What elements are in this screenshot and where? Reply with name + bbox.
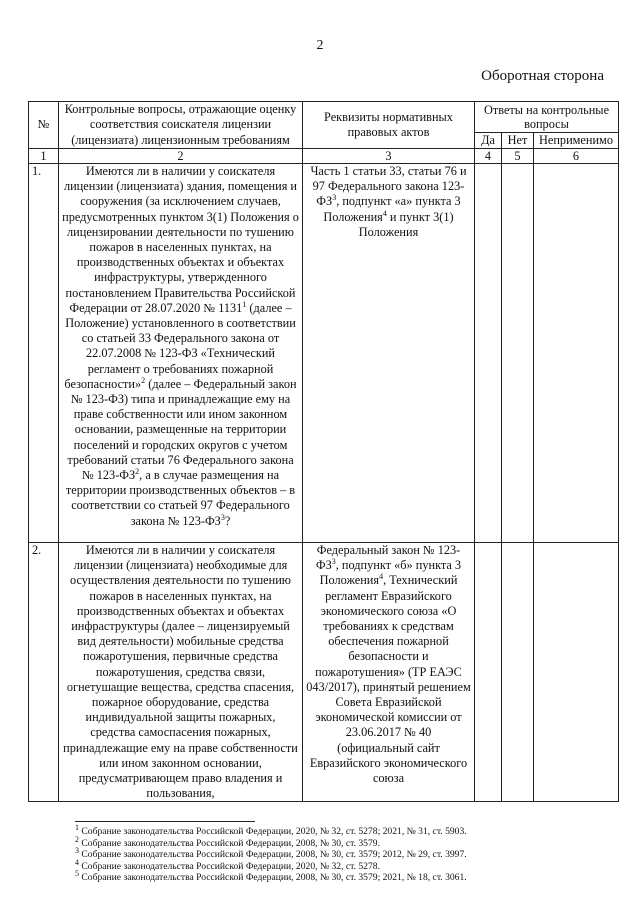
footnote-ref: 3 — [220, 512, 225, 522]
question-cell — [59, 543, 303, 802]
header-no: Нет — [502, 132, 534, 148]
column-number-row — [29, 149, 619, 164]
table-row — [29, 543, 619, 802]
footnote: $^2$ Собрание законодательства Российской Федерации, 2008, № 30, ст. 3579. — [75, 834, 380, 849]
question-text: Имеются ли в наличии у соискателя лицензии (лицензиата) необходимые для осуществления деятельности по тушению пожаров в населенных пунктах, на производственных объектах и объектах инфраструктуры (далее – лицензируемый вид деятельности) мобильные средства пожаротушения, первичные средства пожаротушения, средства связи, огнетушащие вещества, средства спасения, пожарное оборудование, средства индивидуальной защиты пожарных, средства самоспасения пожарных, принадлежащие ему на праве собственности или ином законном основании, предусматривающем право владения и пользования, — [63, 543, 298, 801]
footnote-ref: 2 — [135, 466, 140, 476]
footnote: $^5$ Собрание законодательства Российской Федерации, 2008, № 30, ст. 3579; 2021, № 18, ст. 3061. — [75, 869, 467, 884]
requisites-text: Федеральный закон № 123-ФЗ — [315, 543, 461, 573]
question-text: (далее – Положение) установленного в соответствии со статьей 33 Федерального закона от 22.07.2008 № 123-ФЗ «Технический регламент о требованиях пожарной безопасности» — [64, 300, 296, 391]
requisites-cell — [303, 164, 475, 543]
requisites-text: , подпункт «б» пункта 3 Положения — [319, 558, 462, 588]
footnote-separator — [75, 821, 255, 822]
row-number: 2. — [29, 543, 59, 802]
question-text: (далее – Федеральный закон № 123-ФЗ) типа и принадлежащие ему на праве собственности или ином законном основании, размещенные на территории поселений и городских округов с учетом требований статьи 76 Федерального закона № 123-ФЗ — [67, 376, 297, 483]
footnote-ref: 3 — [331, 557, 336, 567]
answer-na-cell[interactable] — [534, 543, 619, 802]
footnote-ref: 2 — [141, 375, 146, 385]
requisites-text: Часть 1 статьи 33, статьи 76 и 97 Федерального закона 123-ФЗ — [310, 164, 467, 209]
page-number: 2 — [316, 38, 324, 53]
column-number: 3 — [303, 149, 475, 164]
header-answers: Ответы на контрольные вопросы — [475, 102, 619, 133]
footnote-ref: 3 — [332, 193, 337, 203]
column-number: 6 — [534, 149, 619, 164]
row-number: 1. — [29, 164, 59, 543]
header-na: Неприменимо — [534, 132, 619, 148]
footnotes — [75, 822, 620, 884]
footnote: $^3$ Собрание законодательства Российской Федерации, 2008, № 30, ст. 3579; 2012, № 29, ст. 3997. — [75, 846, 467, 861]
answer-no-cell[interactable] — [502, 164, 534, 543]
question-text: ? — [224, 513, 231, 528]
footnote: $^4$ Собрание законодательства Российской Федерации, 2020, № 32, ст. 5278. — [75, 857, 380, 872]
checklist-table — [28, 101, 619, 802]
question-text: , а в случае размещения на территории производственных объектов – в соответствии со статьей 97 Федерального закона № 123-ФЗ — [65, 468, 296, 528]
requisites-cell — [303, 543, 475, 802]
answer-na-cell[interactable] — [534, 164, 619, 543]
answer-yes-cell[interactable] — [475, 543, 502, 802]
side-label: Оборотная сторона — [481, 68, 604, 84]
footnote-ref: 1 — [242, 299, 247, 309]
answer-yes-cell[interactable] — [475, 164, 502, 543]
footnote-ref: 4 — [379, 572, 384, 582]
header-row — [29, 102, 619, 133]
requisites-text: и пункт 3(1) Положения — [358, 209, 454, 239]
requisites-text: , подпункт «а» пункта 3 Положения — [323, 194, 461, 224]
column-number: 4 — [475, 149, 502, 164]
requisites-text: , Технический регламент Евразийского экономического союза «О требованиях к средствам обеспечения пожарной безопасности и пожаротушения» (ТР ЕАЭС 043/2017), принятый решением Совета Евразийской экономической комиссии от 23.06.2017 № 40 (официальный сайт Евразийского экономического союза — [306, 573, 471, 786]
answer-no-cell[interactable] — [502, 543, 534, 802]
column-number: 5 — [502, 149, 534, 164]
footnote: $^1$ Собрание законодательства Российской Федерации, 2020, № 32, ст. 5278; 2021, № 31, ст. 5903. — [75, 822, 467, 837]
question-cell — [59, 164, 303, 543]
question-text: Имеются ли в наличии у соискателя лицензии (лицензиата) здания, помещения и сооружения (за исключением случаев, предусмотренных пунктом 3(1) Положения о лицензировании деятельности по тушению пожаров в населенных пунктах, на производственных объектах и объектах инфраструктуры, утвержденного постановлением Правительства Российской Федерации от 28.07.2020 № 1131 — [62, 164, 299, 315]
column-number: 1 — [29, 149, 59, 164]
footnote-ref: 4 — [382, 208, 387, 218]
header-num: № — [29, 102, 59, 149]
header-questions: Контрольные вопросы, отражающие оценку соответствия соискателя лицензии (лицензиата) лицензионным требованиям — [59, 102, 303, 149]
header-yes: Да — [475, 132, 502, 148]
table-row — [29, 164, 619, 543]
column-number: 2 — [59, 149, 303, 164]
header-requisites: Реквизиты нормативных правовых актов — [303, 102, 475, 149]
